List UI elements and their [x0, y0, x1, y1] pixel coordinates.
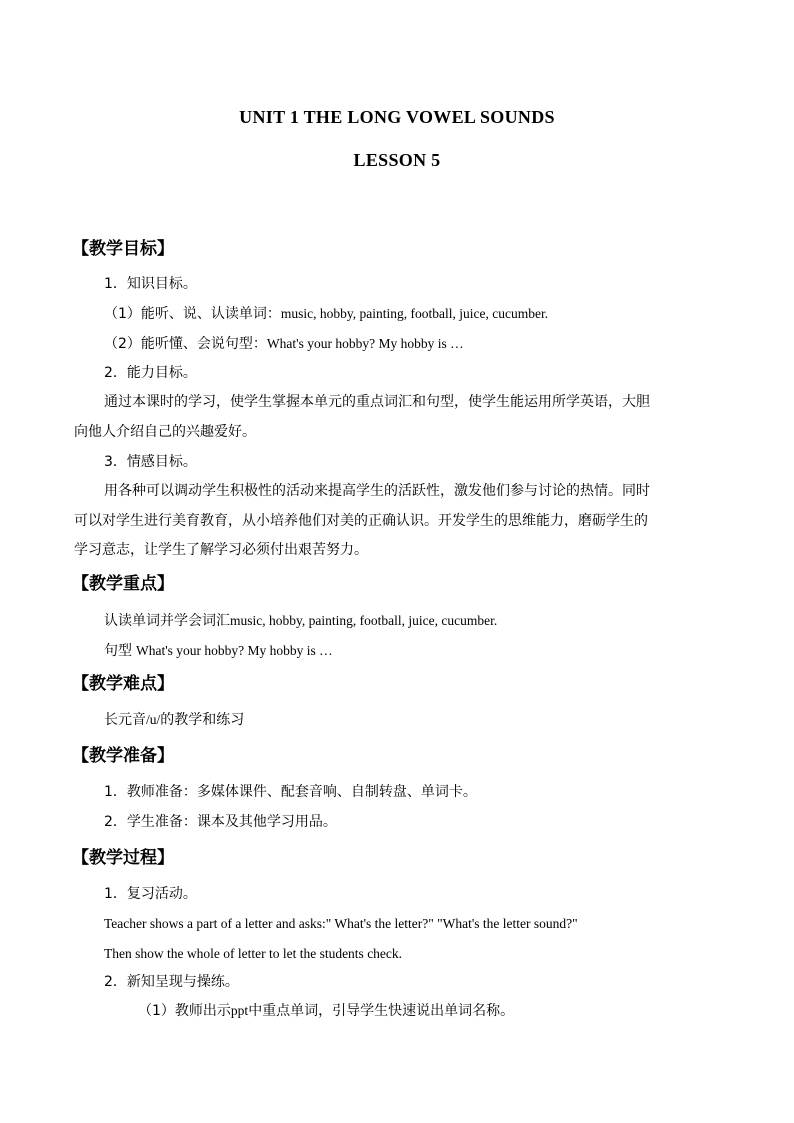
objectives-heading: 【教学目标】 [72, 239, 174, 259]
preparation-teacher: 1．教师准备：多媒体课件、配套音响、自制转盘、单词卡。 [104, 784, 477, 800]
difficulties-heading: 【教学难点】 [72, 674, 174, 694]
review-english-line: Teacher shows a part of a letter and asks:" What's the letter?" "What's the letter sound?" [104, 916, 578, 931]
emotion-text-line: 可以对学生进行美育教育，从小培养他们对美的正确认识。开发学生的思维能力，磨砺学生的 [74, 513, 648, 529]
objective-sub-words: （1）能听、说、认读单词：music, hobby, painting, football, juice, cucumber. [104, 306, 549, 322]
objective-item-ability: 2．能力目标。 [104, 365, 197, 381]
preparation-student: 2．学生准备：课本及其他学习用品。 [104, 814, 337, 830]
ability-text-line: 通过本课时的学习，使学生掌握本单元的重点词汇和句型，使学生能运用所学英语，大胆 [104, 394, 650, 410]
key-points-heading: 【教学重点】 [72, 574, 174, 594]
key-point-words: 认读单词并学会词汇music, hobby, painting, football, juice, cucumber. [104, 613, 498, 629]
objective-item-emotion: 3．情感目标。 [104, 454, 197, 470]
key-point-sentence: 句型 What's your hobby? My hobby is … [104, 643, 333, 659]
review-english-line: Then show the whole of letter to let the students check. [104, 946, 403, 961]
process-item-new-knowledge: 2．新知呈现与操练。 [104, 974, 239, 990]
preparation-heading: 【教学准备】 [72, 746, 174, 766]
lesson-title: LESSON 5 [353, 150, 441, 170]
process-item-review: 1．复习活动。 [104, 886, 197, 902]
difficulty-line: 长元音/u/的教学和练习 [104, 712, 245, 728]
objective-item-knowledge: 1．知识目标。 [104, 276, 197, 292]
emotion-text-line: 用各种可以调动学生积极性的活动来提高学生的活跃性，激发他们参与讨论的热情。同时 [104, 483, 650, 499]
process-heading: 【教学过程】 [72, 848, 174, 868]
unit-title: UNIT 1 THE LONG VOWEL SOUNDS [239, 107, 555, 127]
emotion-text-line: 学习意志，让学生了解学习必须付出艰苦努力。 [74, 542, 368, 558]
ability-text-line: 向他人介绍自己的兴趣爱好。 [74, 424, 256, 440]
objective-sub-sentence: （2）能听懂、会说句型：What's your hobby? My hobby is … [104, 336, 464, 352]
new-knowledge-sub: （1）教师出示ppt中重点单词，引导学生快速说出单词名称。 [138, 1003, 515, 1019]
